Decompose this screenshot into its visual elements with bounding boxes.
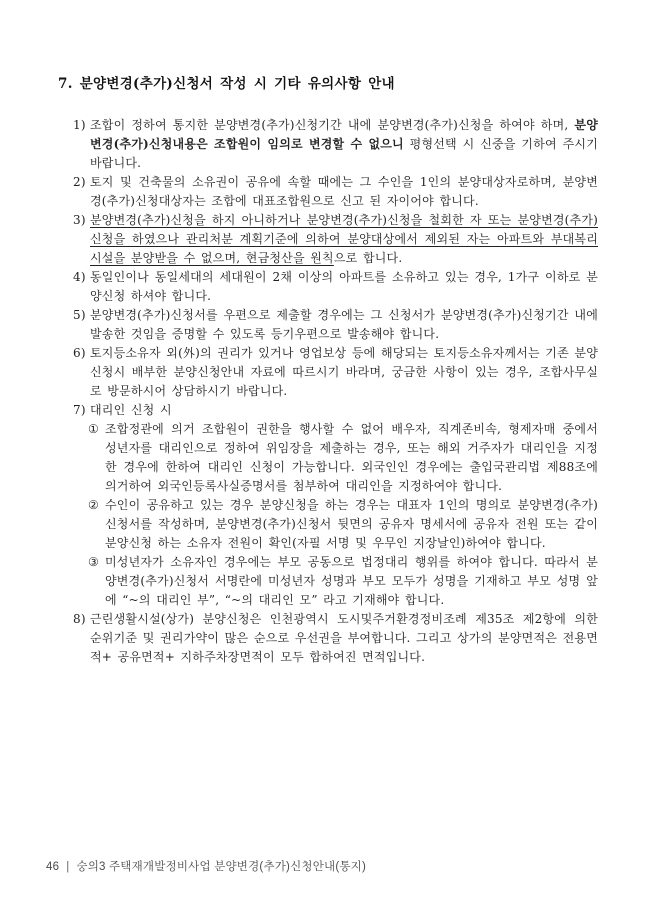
sub-list-item-3 (58, 553, 598, 610)
subitem-text: 미성년자가 소유자인 경우에는 부모 공동으로 법정대리 행위를 하여야 합니다. 따라서 분양변경(추가)신청서 서명란에 미성년자 성명과 부모 모두가 성명을 기재하고 부모 성명 앞에 “~의 대리인 부”, “~의 대리인 모” 라고 기재해야 합니다. (105, 555, 598, 607)
item-text: 으로 합니다. (333, 251, 403, 265)
item-text: 토지 및 건축물의 소유권이 공유에 속할 때에는 그 수인을 1인의 분양대상자로하며, 분양변경(추가)신청대상자는 조합에 대표조합원으로 신고 된 자이어야 합니다. (90, 175, 598, 208)
item-number: 2) (73, 175, 86, 189)
item-number: 4) (73, 270, 86, 284)
footer-separator: | (66, 861, 70, 873)
item-number: 8) (73, 612, 86, 626)
list-item-1 (58, 116, 598, 173)
list-item-7 (58, 401, 598, 420)
item-number: 7) (73, 403, 86, 417)
subitem-number: ② (88, 498, 99, 512)
item-text-bold: 분양변경(추가)신청내용은 조합원이 임의로 변경할 수 없으니 (90, 118, 598, 151)
sub-list-item-1 (58, 420, 598, 496)
footer-doc-title: 숭의3 주택재개발정비사업 분양변경(추가)신청안내(통지) (76, 861, 366, 873)
item-text: 조합이 정하여 통지한 분양변경(추가)신청기간 내에 분양변경(추가)신청을 하여야 하며, (90, 118, 575, 132)
subitem-text: 조합정관에 의거 조합원이 권한을 행사할 수 없어 배우자, 직계존비속, 형제자매 중에서 성년자를 대리인으로 정하여 위임장을 제출하는 경우, 또는 해외 거주자가 대리인을 지정한 경우에 한하여 대리인 신청이 가능합니다. 외국인인 경우에는 출입국관리법 제88조에 의거하여 외국인등록사실증명서를 첨부하여 대리인을 지정하여야 합니다. (105, 422, 598, 493)
subitem-text: 수인이 공유하고 있는 경우 분양신청을 하는 경우는 대표자 1인의 명의로 분양변경(추가)신청서를 작성하며, 분양변경(추가)신청서 뒷면의 공유자 명세서에 공유자 전원 또는 같이 분양신청 하는 소유자 전원이 확인(자필 서명 및 우무인 지장날인)하여야 합니다. (105, 498, 598, 550)
page-number: 46 (46, 861, 60, 873)
item-text: 분양변경(추가)신청서를 우편으로 제출할 경우에는 그 신청서가 분양변경(추가)신청기간 내에 발송한 것임을 증명할 수 있도록 등기우편으로 발송해야 합니다. (90, 308, 598, 341)
item-text: 동일인이나 동일세대의 세대원이 2채 이상의 아파트를 소유하고 있는 경우, 1가구 이하로 분양신청 하셔야 합니다. (90, 270, 598, 303)
item-text: 근린생활시설(상가) 분양신청은 인천광역시 도시및주거환경정비조례 제35조 제2항에 의한 순위기준 및 권리가약이 많은 순으로 우선권을 부여합니다. 그리고 상가의 분양면적은 전용면적+ 공유면적+ 지하주차장면적이 모두 합하여진 면적입니다. (90, 612, 598, 664)
document-content (58, 72, 598, 667)
list-item-6 (58, 344, 598, 401)
item-text-underlined: 분양변경(추가)신청을 하지 아니하거나 분양변경(추가)신청을 철회한 자 또는 분양변경(추가) 신청을 하였으나 관리처분 계획기준에 의하여 분양대상에서 제외된 자는 아파트와 부대복리시설을 분양받을 수 없으며, 현금청산을 원칙 (90, 213, 598, 265)
item-number: 1) (73, 118, 86, 132)
page-title: 7. 분양변경(추가)신청서 작성 시 기타 유의사항 안내 (58, 76, 395, 92)
page-footer (46, 858, 366, 874)
subitem-number: ③ (88, 555, 99, 569)
list-item-5 (58, 306, 598, 344)
list-item-2 (58, 173, 598, 211)
list-item-4 (58, 268, 598, 306)
item-text: 평형선택 시 신중을 기하여 주시기 바랍니다. (90, 137, 598, 170)
subitem-number: ① (88, 422, 99, 436)
item-text: 대리인 신청 시 (90, 403, 172, 417)
list-item-8 (58, 610, 598, 667)
item-number: 3) (73, 213, 86, 227)
item-number: 5) (73, 308, 86, 322)
list-item-3 (58, 211, 598, 268)
sub-list-item-2 (58, 496, 598, 553)
item-text: 토지등소유자 외(外)의 권리가 있거나 영업보상 등에 해당되는 토지등소유자께서는 기존 분양신청시 배부한 분양신청안내 자료에 따르시기 바라며, 궁금한 사항이 있는 경우, 조합사무실로 방문하시어 상담하시기 바랍니다. (90, 346, 598, 398)
item-number: 6) (73, 346, 86, 360)
